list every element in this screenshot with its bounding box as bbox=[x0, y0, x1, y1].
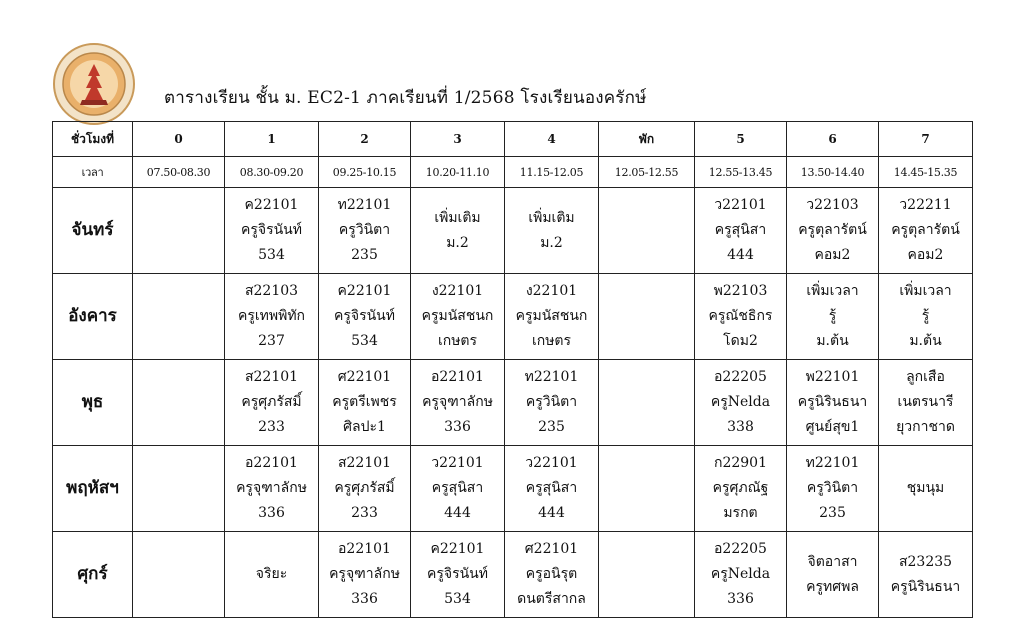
cell-line: ครูศุภณัฐ bbox=[712, 480, 769, 496]
cell-line: เพิ่มเติม bbox=[528, 209, 575, 226]
cell-line: ครูNelda bbox=[710, 394, 771, 410]
cell-line: ครูเทพพิทัก bbox=[237, 308, 306, 324]
schedule-cell bbox=[879, 532, 973, 618]
schedule-cell bbox=[879, 274, 973, 360]
cell-line: ค22101 bbox=[337, 283, 392, 299]
period-number: 4 bbox=[505, 122, 599, 157]
cell-line: ครูจิรนันท์ bbox=[334, 308, 395, 324]
cell-line: เพิ่มเติม bbox=[434, 209, 481, 226]
cell-line: ครูนิรินธนา bbox=[890, 578, 961, 595]
day-name: จันทร์ bbox=[53, 188, 133, 274]
schedule-cell bbox=[695, 188, 787, 274]
schedule-cell bbox=[879, 446, 973, 532]
cell-line: เพิ่มเวลา bbox=[899, 283, 952, 299]
cell-line: ครูอนิรุต bbox=[525, 566, 578, 582]
cell-line: ก22901 bbox=[713, 455, 767, 471]
cell-line: ศ22101 bbox=[524, 541, 579, 557]
schedule-cell bbox=[319, 274, 411, 360]
schedule-cell bbox=[695, 532, 787, 618]
cell-line: 336 bbox=[444, 419, 471, 435]
time-slot: 09.25-10.15 bbox=[319, 157, 411, 188]
day-row bbox=[53, 188, 973, 274]
schedule-cell bbox=[225, 274, 319, 360]
period-number: 0 bbox=[133, 122, 225, 157]
cell-line: ศ22101 bbox=[337, 369, 392, 385]
time-slot: 10.20-11.10 bbox=[411, 157, 505, 188]
cell-line: ค22101 bbox=[430, 541, 485, 557]
cell-line: โดม2 bbox=[723, 333, 758, 349]
cell-line: 444 bbox=[444, 505, 471, 521]
cell-line: 235 bbox=[538, 419, 565, 435]
cell-line: ครูศุภรัสมิ์ bbox=[334, 480, 395, 496]
schedule-cell bbox=[787, 188, 879, 274]
cell-line: 336 bbox=[258, 505, 285, 521]
time-slot: 12.55-13.45 bbox=[695, 157, 787, 188]
cell-line: ครูสุนิสา bbox=[714, 222, 767, 238]
schedule-cell bbox=[879, 360, 973, 446]
school-emblem-icon bbox=[52, 42, 136, 126]
day-name: พฤหัสฯ bbox=[53, 446, 133, 532]
schedule-cell bbox=[599, 274, 695, 360]
cell-line: 534 bbox=[258, 247, 285, 263]
cell-line: ค22101 bbox=[244, 197, 299, 213]
cell-line: ส22101 bbox=[337, 455, 392, 471]
cell-line: ลูกเสือ bbox=[906, 369, 945, 385]
schedule-cell bbox=[133, 446, 225, 532]
cell-line: อ22101 bbox=[431, 369, 484, 385]
cell-line: ครูสุนิสา bbox=[525, 480, 578, 496]
timetable bbox=[52, 121, 973, 618]
cell-line: ยุวกาชาด bbox=[896, 419, 955, 435]
cell-line: อ22205 bbox=[714, 541, 767, 557]
schedule-cell bbox=[787, 274, 879, 360]
cell-line: ครูวินิตา bbox=[525, 394, 578, 410]
cell-line: 233 bbox=[258, 419, 285, 435]
schedule-cell bbox=[133, 360, 225, 446]
cell-line: ม.ต้น bbox=[909, 333, 942, 349]
cell-line: ครูศุภรัสมิ์ bbox=[241, 394, 302, 410]
period-number: 5 bbox=[695, 122, 787, 157]
cell-line: คอม2 bbox=[814, 247, 851, 263]
schedule-cell bbox=[411, 188, 505, 274]
day-name: อังคาร bbox=[53, 274, 133, 360]
schedule-cell bbox=[319, 188, 411, 274]
schedule-cell bbox=[505, 188, 599, 274]
schedule-cell bbox=[225, 446, 319, 532]
page-title: ตารางเรียน ชั้น ม. EC2-1 ภาคเรียนที่ 1/2568 โรงเรียนองครักษ์ bbox=[164, 88, 647, 108]
cell-line: อ22101 bbox=[245, 455, 298, 471]
cell-line: เกษตร bbox=[531, 333, 572, 349]
schedule-cell bbox=[599, 360, 695, 446]
schedule-cell bbox=[787, 532, 879, 618]
cell-line: 444 bbox=[538, 505, 565, 521]
period-header-row bbox=[53, 122, 973, 157]
schedule-cell bbox=[599, 188, 695, 274]
cell-line: ครูจิรนันท์ bbox=[241, 222, 302, 238]
cell-line: ม.ต้น bbox=[816, 333, 849, 349]
cell-line: ชุมนุม bbox=[906, 480, 945, 496]
cell-line: ครูNelda bbox=[710, 566, 771, 582]
time-slot: 12.05-12.55 bbox=[599, 157, 695, 188]
cell-line: อ22101 bbox=[338, 541, 391, 557]
cell-line: ท22101 bbox=[524, 369, 579, 385]
schedule-cell bbox=[787, 360, 879, 446]
cell-line: 336 bbox=[351, 591, 378, 607]
time-label: เวลา bbox=[53, 157, 133, 188]
cell-line: ครูทศพล bbox=[806, 578, 859, 595]
cell-line: ครูจิรนันท์ bbox=[427, 566, 488, 582]
day-row bbox=[53, 446, 973, 532]
cell-line: 235 bbox=[351, 247, 378, 263]
cell-line: ศูนย์สุข1 bbox=[805, 419, 860, 435]
period-number: 1 bbox=[225, 122, 319, 157]
cell-line: ครูณัชธิกร bbox=[708, 308, 773, 324]
cell-line: ว22211 bbox=[899, 197, 952, 213]
cell-line: ครูตุลารัตน์ bbox=[798, 222, 867, 238]
cell-line: ส22101 bbox=[244, 369, 299, 385]
period-number: 2 bbox=[319, 122, 411, 157]
day-name: พุธ bbox=[53, 360, 133, 446]
cell-line: ท22101 bbox=[805, 455, 860, 471]
cell-line: 338 bbox=[727, 419, 754, 435]
schedule-cell bbox=[133, 274, 225, 360]
cell-line: 235 bbox=[819, 505, 846, 521]
cell-line: 534 bbox=[351, 333, 378, 349]
schedule-cell bbox=[225, 188, 319, 274]
cell-line: ง22101 bbox=[431, 283, 484, 299]
cell-line: ม.2 bbox=[540, 234, 563, 251]
cell-line: ว22101 bbox=[431, 455, 484, 471]
cell-line: 534 bbox=[444, 591, 471, 607]
day-row bbox=[53, 532, 973, 618]
day-row bbox=[53, 360, 973, 446]
cell-line: ครูตุลารัตน์ bbox=[891, 222, 960, 238]
schedule-cell bbox=[695, 446, 787, 532]
period-number: 7 bbox=[879, 122, 973, 157]
cell-line: 237 bbox=[258, 333, 285, 349]
cell-line: จริยะ bbox=[255, 566, 288, 582]
cell-line: ครูมนัสชนก bbox=[421, 308, 494, 324]
cell-line: ว22101 bbox=[525, 455, 578, 471]
cell-line: ศิลปะ1 bbox=[343, 419, 386, 435]
cell-line: ครูมนัสชนก bbox=[515, 308, 588, 324]
period-number: 6 bbox=[787, 122, 879, 157]
cell-line: 336 bbox=[727, 591, 754, 607]
schedule-cell bbox=[599, 446, 695, 532]
cell-line: คอม2 bbox=[907, 247, 944, 263]
cell-line: ครูนิรินธนา bbox=[797, 394, 868, 410]
cell-line: ครูจุฑาลักษ bbox=[329, 566, 400, 582]
cell-line: เพิ่มเวลา bbox=[806, 283, 859, 299]
cell-line: 233 bbox=[351, 505, 378, 521]
schedule-cell bbox=[411, 532, 505, 618]
cell-line: ครูสุนิสา bbox=[431, 480, 484, 496]
time-row bbox=[53, 157, 973, 188]
day-name: ศุกร์ bbox=[53, 532, 133, 618]
time-slot: 14.45-15.35 bbox=[879, 157, 973, 188]
schedule-cell bbox=[411, 446, 505, 532]
cell-line: เนตรนารี bbox=[897, 394, 954, 410]
time-slot: 13.50-14.40 bbox=[787, 157, 879, 188]
cell-line: ท22101 bbox=[337, 197, 392, 213]
schedule-cell bbox=[505, 532, 599, 618]
schedule-cell bbox=[411, 360, 505, 446]
cell-line: ว22103 bbox=[806, 197, 859, 213]
schedule-cell bbox=[505, 274, 599, 360]
schedule-cell bbox=[225, 360, 319, 446]
cell-line: รู้ bbox=[921, 308, 930, 324]
cell-line: พ22101 bbox=[805, 369, 860, 385]
cell-line: เกษตร bbox=[437, 333, 478, 349]
schedule-cell bbox=[319, 360, 411, 446]
schedule-cell bbox=[599, 532, 695, 618]
schedule-cell bbox=[133, 188, 225, 274]
period-number: 3 bbox=[411, 122, 505, 157]
cell-line: ครูจุฑาลักษ bbox=[422, 394, 493, 410]
cell-line: ครูวินิตา bbox=[338, 222, 391, 238]
schedule-cell bbox=[505, 446, 599, 532]
cell-line: ส22103 bbox=[244, 283, 299, 299]
schedule-cell bbox=[695, 274, 787, 360]
schedule-cell bbox=[411, 274, 505, 360]
cell-line: อ22205 bbox=[714, 369, 767, 385]
time-slot: 08.30-09.20 bbox=[225, 157, 319, 188]
cell-line: มรกต bbox=[723, 505, 758, 521]
cell-line: รู้ bbox=[828, 308, 837, 324]
cell-line: ส23235 bbox=[898, 553, 953, 570]
schedule-cell bbox=[133, 532, 225, 618]
time-slot: 11.15-12.05 bbox=[505, 157, 599, 188]
schedule-cell bbox=[695, 360, 787, 446]
cell-line: ม.2 bbox=[446, 234, 469, 251]
schedule-cell bbox=[879, 188, 973, 274]
schedule-cell bbox=[787, 446, 879, 532]
cell-line: ครูจุฑาลักษ bbox=[236, 480, 307, 496]
cell-line: ว22101 bbox=[714, 197, 767, 213]
day-row bbox=[53, 274, 973, 360]
cell-line: พ22103 bbox=[713, 283, 768, 299]
period-label: ชั่วโมงที่ bbox=[53, 122, 133, 157]
cell-line: ดนตรีสากล bbox=[517, 591, 586, 607]
cell-line: จิตอาสา bbox=[807, 553, 858, 570]
cell-line: ง22101 bbox=[525, 283, 578, 299]
time-slot: 07.50-08.30 bbox=[133, 157, 225, 188]
cell-line: ครูตรีเพชร bbox=[332, 394, 397, 410]
schedule-cell bbox=[505, 360, 599, 446]
cell-line: 444 bbox=[727, 247, 754, 263]
schedule-cell bbox=[225, 532, 319, 618]
schedule-cell bbox=[319, 532, 411, 618]
schedule-cell bbox=[319, 446, 411, 532]
period-number: พัก bbox=[599, 122, 695, 157]
cell-line: ครูวินิตา bbox=[806, 480, 859, 496]
